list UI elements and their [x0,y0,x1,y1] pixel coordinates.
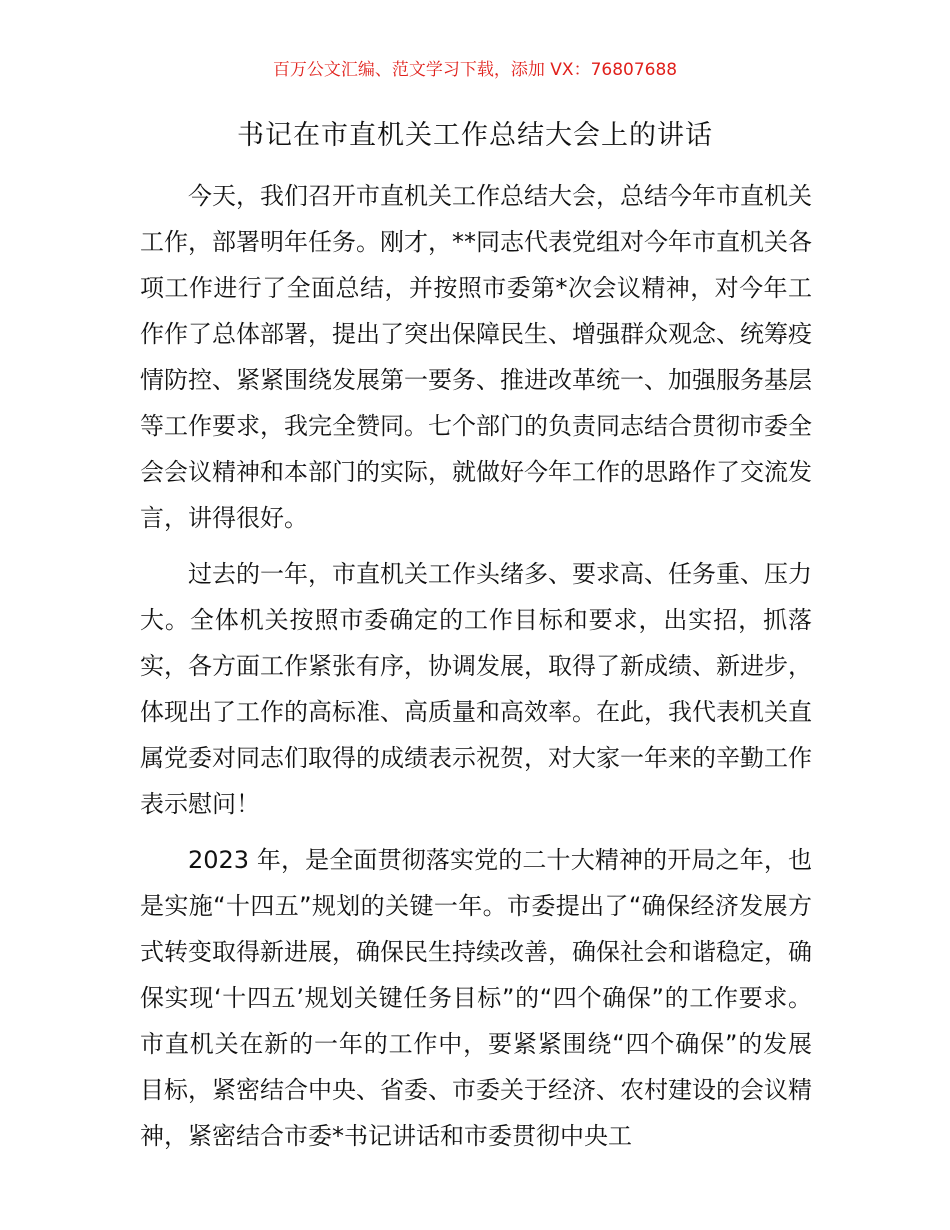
document-body [140,173,812,1169]
paragraph-1: 今天，我们召开市直机关工作总结大会，总结今年市直机关工作，部署明年任务。刚才，**同志代表党组对今年市直机关各项工作进行了全面总结，并按照市委第*次会议精神，对今年工作作了总体部署，提出了突出保障民生、增强群众观念、统筹疫情防控、紧紧围绕发展第一要务、推进改革统一、加强服务基层等工作要求，我完全赞同。七个部门的负责同志结合贯彻市委全会会议精神和本部门的实际，就做好今年工作的思路作了交流发言，讲得很好。 [140,182,812,532]
header-watermark-note: 百万公文汇编、范文学习下载，添加 VX：76807688 [272,60,678,80]
paragraph-2: 过去的一年，市直机关工作头绪多、要求高、任务重、压力大。全体机关按照市委确定的工作目标和要求，出实招，抓落实，各方面工作紧张有序，协调发展，取得了新成绩、新进步，体现出了工作的高标准、高质量和高效率。在此，我代表机关直属党委对同志们取得的成绩表示祝贺，对大家一年来的辛勤工作表示慰问！ [140,560,812,818]
document-title: 书记在市直机关工作总结大会上的讲话 [237,120,713,151]
paragraph-3: 2023 年，是全面贯彻落实党的二十大精神的开局之年，也是实施“十四五”规划的关键一年。市委提出了“确保经济发展方式转变取得新进展，确保民生持续改善，确保社会和谐稳定，确保实现‘十四五’规划关键任务目标”的“四个确保”的工作要求。市直机关在新的一年的工作中，要紧紧围绕“四个确保”的发展目标，紧密结合中央、省委、市委关于经济、农村建设的会议精神，紧密结合市委*书记讲话和市委贯彻中央工 [140,846,812,1150]
